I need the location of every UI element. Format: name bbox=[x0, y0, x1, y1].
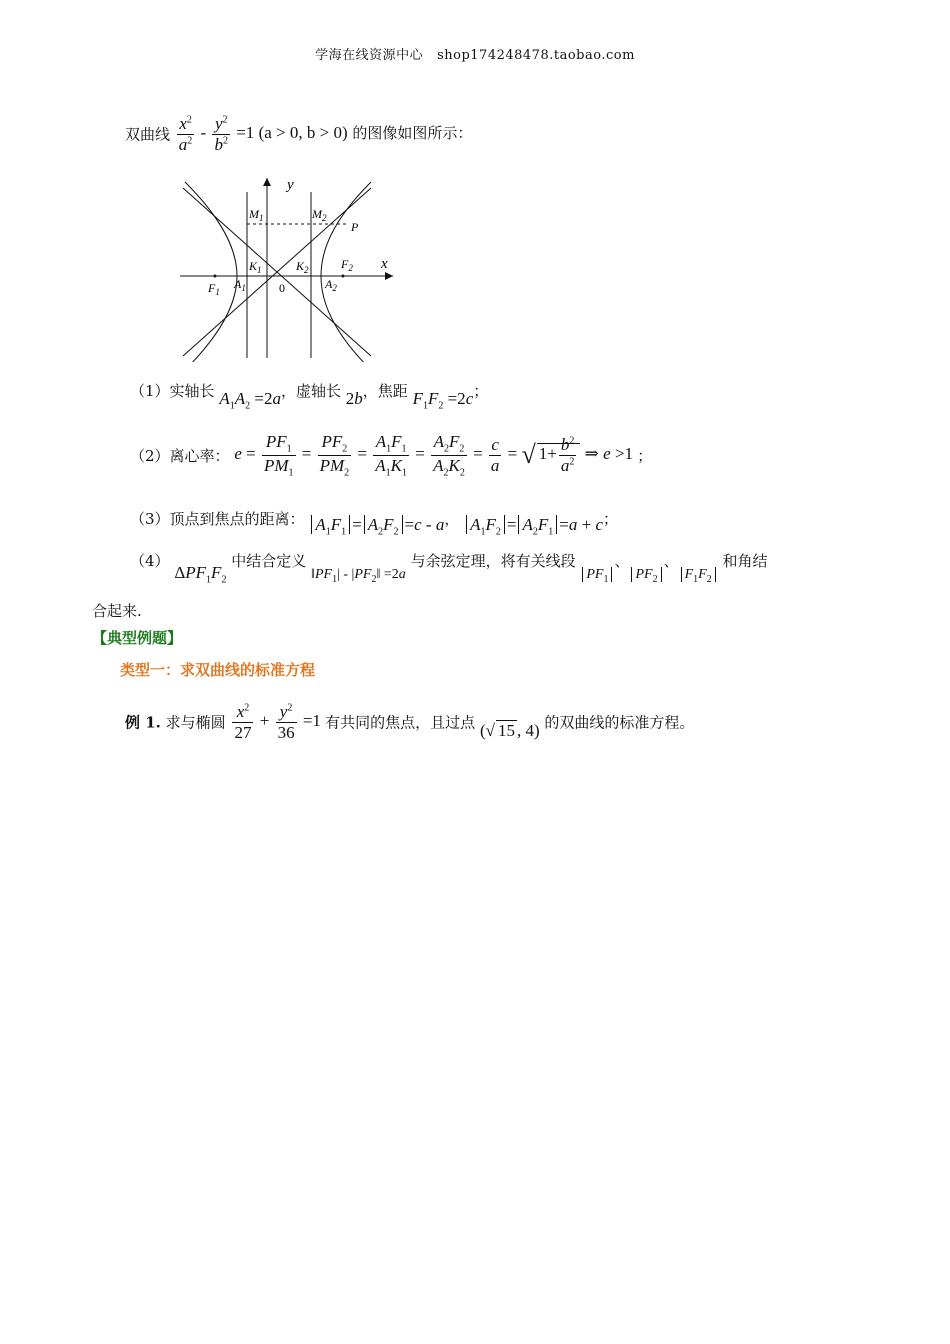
item-4-text-definition: 中结合定义 bbox=[231, 552, 307, 570]
label-p: P bbox=[351, 220, 359, 234]
header-shop-url: shop174248478.taobao.com bbox=[437, 48, 635, 63]
item-1-number: （1） bbox=[130, 382, 170, 400]
example-1-text-1: 求与椭圆 bbox=[165, 713, 226, 732]
example-1-text-2: 有共同的焦点，且过点 bbox=[325, 713, 476, 732]
item-1-text-real-axis: 实轴长 bbox=[169, 382, 215, 400]
label-a1: $A_1$ bbox=[234, 277, 246, 293]
formula-focal-distance: $F_1F_2 =2c$ bbox=[412, 389, 474, 412]
section-type-1: 类型一：求双曲线的标准方程 bbox=[120, 661, 316, 679]
label-m1: $M_1$ bbox=[249, 207, 264, 223]
formula-point: (√ 15 , 4) bbox=[479, 720, 540, 740]
item-3: （3）顶点到焦点的距离： $A_1F_1 = A_2F_2 =c - a$， $A_1F_2 = A_2F_1 =a + c$； bbox=[130, 510, 619, 538]
origin-label: 0 bbox=[279, 281, 285, 295]
formula-triangle: $\Delta PF_1F_2$ bbox=[174, 563, 227, 586]
label-k1: $K_1$ bbox=[249, 259, 262, 275]
item-2-text: 离心率： bbox=[169, 446, 230, 465]
item-2: （2）离心率： e = $\frac{PF_1}{PM_1}$ = $\frac{PF_2}{PM_2}$ = $\frac{A_1F_1}{A_1K_1}$ = $\frac{A_2F_2}{A_2K_2}$ = $\frac{c}{a}$ = √ 1+ $\frac{b^2}{a^2}$ ⇒ e >1 ； bbox=[130, 432, 653, 479]
item-3-number: （3） bbox=[130, 510, 170, 528]
item-4-number: （4） bbox=[130, 552, 170, 570]
hyperbola-equation: $\frac{x^2}{a^2}$ - $\frac{y^2}{b^2}$ =1 bbox=[178, 114, 259, 154]
formula-definition: $‖PF_1|$ - $|PF_2‖ =2a$ bbox=[311, 567, 406, 585]
item-1-text-focal: ，焦距 bbox=[362, 382, 408, 400]
formula-segment-f1f2: $F_1F_2$ bbox=[679, 567, 718, 582]
label-a2: $A_2$ bbox=[325, 277, 337, 293]
page-header bbox=[0, 44, 950, 63]
label-f1: $F_1$ bbox=[208, 281, 220, 297]
intro-suffix: 的图像如图所示： bbox=[352, 123, 473, 142]
formula-real-axis: $A_1A_2 =2a$ bbox=[219, 389, 281, 412]
hyperbola-figure bbox=[175, 172, 405, 362]
label-m2: $M_2$ bbox=[312, 207, 327, 223]
example-1-text-3: 的双曲线的标准方程。 bbox=[544, 713, 695, 732]
intro-line bbox=[125, 114, 472, 154]
section-title-examples: 【典型例题】 bbox=[92, 629, 183, 647]
label-k2: $K_2$ bbox=[296, 259, 309, 275]
item-1: （1）实轴长 $A_1A_2 =2a$，虚轴长 2b，焦距 $F_1F_2 =2c$； bbox=[130, 382, 489, 412]
axis-x-label: x bbox=[381, 256, 388, 272]
label-f2: $F_2$ bbox=[341, 257, 353, 273]
formula-eccentricity: e = $\frac{PF_1}{PM_1}$ = $\frac{PF_2}{PM_2}$ = $\frac{A_1F_1}{A_1K_1}$ = $\frac{A_2F_2}{A_2K_2}$ = $\frac{c}{a}$ = √ 1+ $\frac{b^2}{a^2}$ ⇒ e >1 bbox=[234, 432, 638, 479]
formula-vertex-focus-near: $A_1F_1 = A_2F_2 =c - a$ bbox=[309, 515, 444, 534]
intro-condition: (a > 0, b > 0) bbox=[258, 122, 348, 142]
formula-imag-axis: 2b bbox=[345, 389, 363, 408]
example-1-label: 例 1. bbox=[125, 713, 161, 732]
formula-segment-pf1: $PF_1$ bbox=[580, 567, 614, 582]
item-4-continuation: 合起来. bbox=[92, 602, 142, 620]
formula-segment-pf2: $PF_2$ bbox=[629, 567, 663, 582]
formula-vertex-focus-far: $A_1F_2 = A_2F_1 =a + c$ bbox=[464, 515, 603, 534]
item-4-text-angle: 和角结 bbox=[722, 552, 768, 570]
axis-y-label: y bbox=[287, 177, 294, 193]
formula-ellipse: $\frac{x^2}{27}$ + $\frac{y^2}{36}$ =1 bbox=[234, 702, 326, 742]
item-3-text: 顶点到焦点的距离： bbox=[169, 510, 305, 528]
item-4: （4） $\Delta PF_1F_2$ 中结合定义 $‖PF_1|$ - $|PF_2‖ =2a$ 与余弦定理，将有关线段 $PF_1$、$PF_2$、$F_1F_2$ 和角结 bbox=[130, 552, 768, 586]
item-2-number: （2） bbox=[130, 446, 170, 465]
item-1-text-imag-axis: ，虚轴长 bbox=[280, 382, 341, 400]
intro-prefix: 双曲线 bbox=[125, 125, 171, 144]
item-4-text-segments: 与余弦定理，将有关线段 bbox=[410, 552, 576, 570]
example-1 bbox=[125, 702, 694, 742]
header-site-name: 学海在线资源中心 bbox=[315, 48, 424, 63]
